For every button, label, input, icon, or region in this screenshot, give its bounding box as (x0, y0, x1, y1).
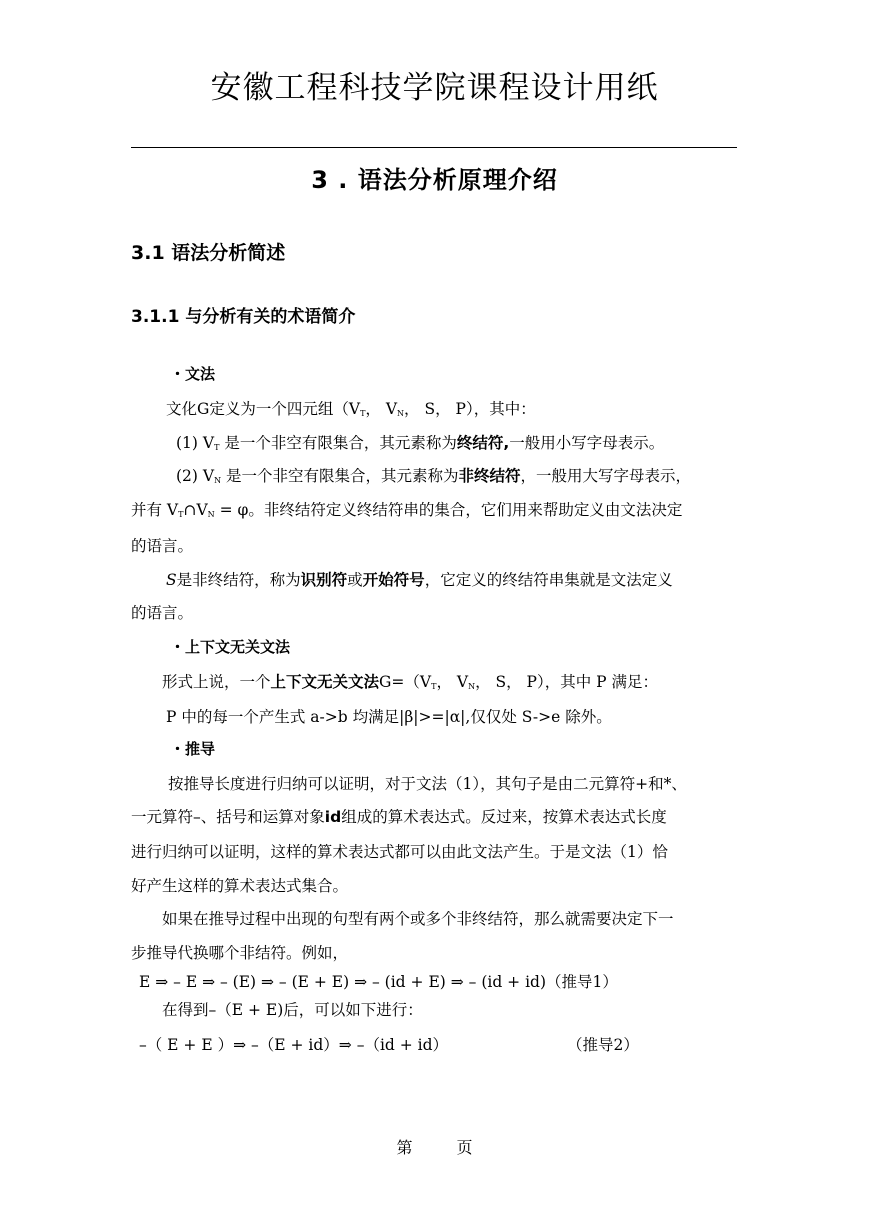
footer-left: 第 (396, 1138, 413, 1157)
bullet-grammar: ・文法 (170, 365, 216, 383)
header-divider (131, 147, 737, 148)
footer-right: 页 (456, 1138, 473, 1157)
bullet-derivation: ・推导 (170, 740, 216, 758)
derivation-para-2-line-2: 步推导代换哪个非结符。例如， (131, 944, 349, 962)
formula-derivation-2: –（ E + E ）⇒ –（E + id）⇒ –（id + id） (139, 1036, 449, 1054)
start-symbol-line: S是非终结符，称为识别符或开始符号，它定义的终结符串集就是文法定义 (166, 571, 673, 589)
page-header-title: 安徽工程科技学院课程设计用纸 (210, 70, 659, 106)
formula-derivation-2-label: （推导2） (567, 1036, 639, 1054)
grammar-item-2: (2) $V_N$ 是一个非空有限集合，其元素称为非终结符，一般用大写字母表示， (176, 467, 692, 485)
derivation-para-1-line-1: 按推导长度进行归纳可以证明，对于文法（1），其句子是由二元算符+和*、 (168, 775, 687, 793)
section-title: 3.1 语法分析简述 (131, 242, 286, 264)
subsection-title: 3.1.1 与分析有关的术语简介 (131, 307, 356, 327)
derivation-para-1-line-4: 好产生这样的算术表达式集合。 (131, 877, 349, 895)
grammar-item-1: (1) $V_T$ 是一个非空有限集合，其元素称为终结符,一般用小写字母表示。 (176, 434, 665, 452)
derivation-para-1-line-2: 一元算符–、括号和运算对象id组成的算术表达式。反过来，按算术表达式长度 (131, 808, 667, 826)
page-footer (0, 1135, 869, 1158)
formula-derivation-1: E ⇒ – E ⇒ – (E) ⇒ – (E + E) ⇒ – (id + E) ⇒ – (id + id)（推导1） (139, 973, 618, 991)
grammar-intro: 文化G定义为一个四元组（$V_T$， $V_N$， S， P），其中： (166, 400, 536, 418)
start-symbol-line-2: 的语言。 (131, 604, 194, 622)
grammar-item-2-line-2: 并有 $V_T\cap V_N = \varphi$。非终结符定义终结符串的集合，它们用来帮助定义由文法决定 (131, 501, 683, 519)
grammar-item-2-line-3: 的语言。 (131, 537, 194, 555)
chapter-title: 3 . 语法分析原理介绍 (311, 166, 558, 194)
bullet-cfg: ・上下文无关文法 (170, 638, 291, 656)
derivation-after-text: 在得到–（E + E)后，可以如下进行： (162, 1001, 423, 1019)
cfg-definition: 形式上说，一个上下文无关文法$G=(V_T$， $V_N$， S， P），其中 P 满足： (162, 673, 659, 691)
derivation-para-1-line-3: 进行归纳可以证明，这样的算术表达式都可以由此文法产生。于是文法（1）恰 (131, 843, 668, 861)
derivation-para-2-line-1: 如果在推导过程中出现的句型有两个或多个非终结符，那么就需要决定下一 (162, 910, 674, 928)
cfg-condition: P 中的每一个产生式 a->b 均满足|β|>=|α|,仅仅处 S->e 除外。 (166, 708, 612, 726)
